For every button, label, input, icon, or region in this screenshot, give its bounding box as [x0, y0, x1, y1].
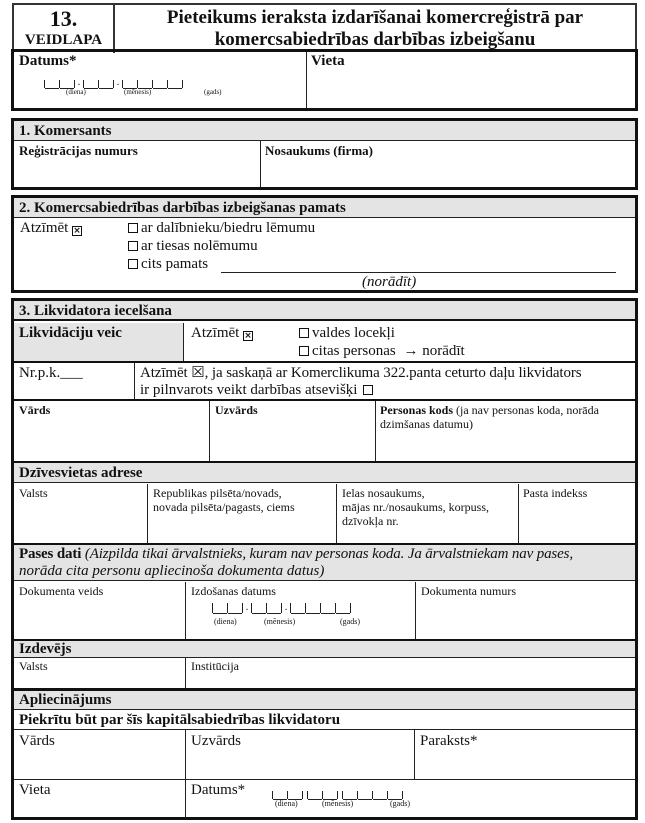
personal-code-hint: (ja nav personas koda, norāda: [456, 403, 599, 417]
date-label: Datums*: [19, 53, 77, 69]
mark-label: Atzīmēt: [20, 220, 69, 236]
sequence-number-label[interactable]: Nr.p.k.___: [19, 365, 83, 381]
form-number: 13.: [49, 6, 78, 31]
checkbox[interactable]: [128, 223, 138, 233]
country-field[interactable]: [14, 501, 147, 543]
place-field[interactable]: [307, 72, 635, 108]
liquidation-by-label: Likvidāciju veic: [19, 325, 122, 341]
section-2-header: [14, 198, 635, 218]
passport-hint-line2: norāda cita personu apliecinoša dokumenta datus): [19, 563, 325, 579]
option-court-ruling[interactable]: [128, 238, 258, 255]
street-field[interactable]: [337, 529, 518, 543]
cert-date-field[interactable]: [272, 787, 472, 813]
date-day-hint: (diena): [66, 88, 86, 96]
cert-date-label: Datums*: [191, 782, 246, 798]
specify-hint-text: norādīt: [367, 274, 412, 290]
cert-date-year-hint: (gads): [390, 799, 410, 808]
date-year-hint: (gads): [204, 88, 222, 96]
certification-header: [14, 691, 635, 710]
specify-hint: (norādīt): [362, 274, 417, 290]
cert-date-day-hint: (diena): [275, 799, 298, 808]
divider: [14, 361, 635, 363]
liquidation-by-cell: [14, 323, 184, 361]
option-label: ar tiesas nolēmumu: [141, 238, 258, 254]
other-basis-input[interactable]: [221, 272, 616, 273]
address-title: Dzīvesvietas adrese: [19, 465, 143, 481]
separate-authority-line1: Atzīmēt ☒, ja saskaņā ar Komerclikuma 322.panta ceturto daļu likvidators: [140, 365, 582, 381]
passport-header-line1: [19, 546, 573, 563]
institution-field[interactable]: [186, 673, 635, 689]
reg-number-label: Reģistrācijas numurs: [19, 143, 138, 158]
issuer-title: Izdevējs: [19, 641, 72, 657]
checkbox[interactable]: [128, 241, 138, 251]
company-name-field[interactable]: [261, 159, 635, 187]
cert-place-field[interactable]: [14, 799, 185, 817]
cert-date-month-hint: (mēnesis): [322, 799, 354, 808]
certification-title: Apliecinājums: [19, 692, 112, 708]
consent-text: Piekrītu būt par šīs kapitālsabiedrības likvidatoru: [19, 712, 341, 728]
mark-instruction: [20, 220, 82, 237]
section-1-header: [14, 121, 635, 141]
address-header: [14, 463, 635, 483]
doc-type-field[interactable]: [14, 599, 185, 639]
first-name-label: Vārds: [19, 403, 51, 417]
postal-code-field[interactable]: [519, 501, 635, 543]
section-1-title: 1. Komersants: [19, 123, 112, 139]
divider: [14, 729, 635, 730]
city-label-line2: novada pilsēta/pagasts, ciems: [153, 500, 295, 514]
divider: [14, 779, 635, 780]
city-field[interactable]: [148, 515, 336, 543]
issuer-country-field[interactable]: [14, 673, 185, 689]
separate-authority-text: ir pilnvarots veikt darbības atsevišķi: [140, 382, 358, 398]
personal-code-title: Personas kods: [380, 403, 454, 417]
separate-authority-line2: [140, 382, 376, 399]
form-title-line1: Pieteikums ieraksta izdarīšanai komercreģistrā par: [166, 7, 584, 28]
form-header: [12, 3, 637, 51]
country-label: Valsts: [19, 486, 48, 500]
checkbox[interactable]: [299, 328, 309, 338]
option-label: cits pamats: [141, 256, 209, 272]
street-label-line2: mājas nr./nosaukums, korpuss,: [342, 500, 489, 514]
company-name-label: Nosaukums (firma): [265, 143, 373, 158]
section-2-title: 2. Komercsabiedrības darbības izbeigšanas pamats: [19, 200, 346, 216]
issue-date-field[interactable]: . . (diena) (mēnesis) (gads): [214, 602, 360, 626]
arrow-hint: → norādīt: [403, 343, 465, 359]
option-board-members[interactable]: [299, 325, 395, 342]
section-3-title: 3. Likvidatora iecelšana: [19, 303, 172, 319]
doc-number-field[interactable]: [416, 599, 635, 639]
cert-last-name-field[interactable]: [186, 751, 414, 779]
last-name-label: Uzvārds: [215, 403, 258, 417]
passport-title: Pases dati: [19, 546, 82, 562]
doc-number-label: Dokumenta numurs: [421, 584, 516, 598]
section-3-header: [14, 301, 635, 321]
option-label: citas personas: [312, 343, 396, 359]
institution-label: Institūcija: [191, 659, 239, 673]
checkbox[interactable]: [299, 346, 309, 356]
option-label: ar dalībnieku/biedru lēmumu: [141, 220, 316, 236]
doc-type-label: Dokumenta veids: [19, 584, 104, 598]
personal-code-hint2: dzimšanas datumu): [380, 417, 473, 431]
signature-label: Paraksts*: [420, 733, 478, 749]
street-label-line1: Ielas nosaukums,: [342, 486, 425, 500]
form-label: VEIDLAPA: [24, 32, 103, 48]
liquidation-mark: [191, 325, 253, 342]
personal-code-field[interactable]: [376, 433, 635, 461]
first-name-field[interactable]: [14, 419, 209, 461]
form-title-line2: komercsabiedrības darbības izbeigšanu: [214, 29, 536, 50]
section-1-merchant: [11, 118, 638, 190]
issue-date-day-hint: (diena): [214, 617, 237, 626]
divider: [134, 363, 135, 400]
issue-date-month-hint: (mēnesis): [264, 617, 296, 626]
checked-box-icon: ×: [244, 331, 252, 341]
checked-box-icon: ×: [73, 226, 81, 236]
city-label-line1: Republikas pilsēta/novads,: [153, 486, 282, 500]
street-label-line3: dzīvokļa nr.: [342, 514, 399, 528]
place-label: Vieta: [311, 53, 345, 69]
separate-authority-checkbox[interactable]: [363, 385, 373, 395]
option-other-persons[interactable]: [299, 343, 465, 360]
date-field[interactable]: . . (diena) (mēnesis) (gads): [44, 76, 274, 98]
postal-code-label: Pasta indekss: [523, 486, 588, 500]
option-other-basis[interactable]: [128, 256, 208, 273]
issue-date-label: Izdošanas datums: [191, 584, 276, 598]
issuer-header: [14, 641, 635, 658]
issuer-country-label: Valsts: [19, 659, 48, 673]
section-3-liquidator: [11, 298, 638, 820]
mark-label: Atzīmēt: [191, 325, 240, 341]
passport-header: [14, 545, 635, 581]
cert-first-name-field[interactable]: [14, 751, 185, 779]
passport-hint: (Aizpilda tikai ārvalstnieks, kuram nav personas koda. Ja ārvalstniekam nav pases,: [84, 546, 573, 562]
option-members-decision[interactable]: [128, 220, 315, 237]
date-month-hint: (mēnesis): [124, 88, 152, 96]
personal-code-label: [380, 404, 599, 417]
cert-place-label: Vieta: [19, 782, 51, 798]
cert-last-name-label: Uzvārds: [191, 733, 241, 749]
signature-field[interactable]: [415, 751, 635, 779]
section-2-termination-basis: [11, 195, 638, 293]
cert-first-name-label: Vārds: [19, 733, 55, 749]
option-label: valdes locekļi: [312, 325, 395, 341]
last-name-field[interactable]: [210, 419, 375, 461]
divider: [14, 399, 635, 401]
date-place-box: [11, 49, 638, 111]
issue-date-year-hint: (gads): [340, 617, 360, 626]
checkbox[interactable]: [128, 259, 138, 269]
divider: [185, 582, 186, 639]
reg-number-field[interactable]: [14, 159, 260, 187]
